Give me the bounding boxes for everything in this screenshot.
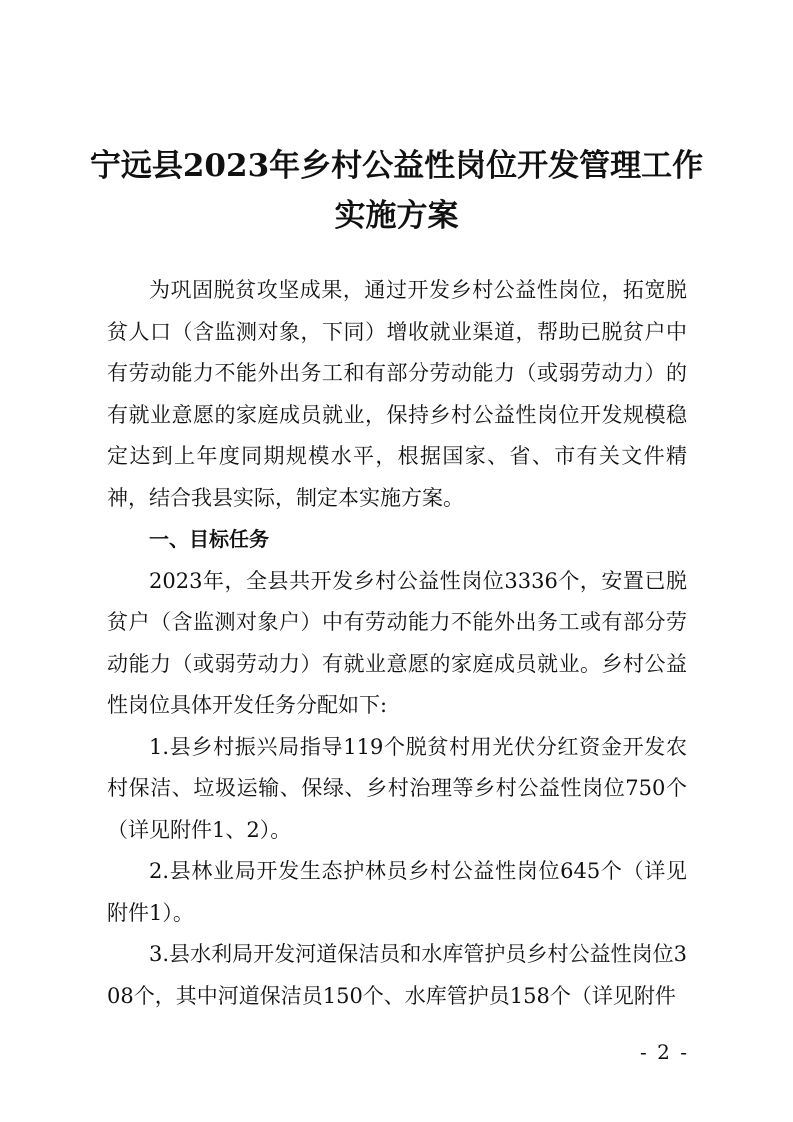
- task-item-3: 3.县水利局开发河道保洁员和水库管护员乡村公益性岗位308个，其中河道保洁员150个、水库管护员158个（详见附件: [107, 942, 687, 1008]
- document-body: [107, 270, 687, 1017]
- document-title-line-2: 实施方案: [334, 198, 459, 234]
- document-title-line-1: 宁远县2023年乡村公益性岗位开发管理工作: [89, 148, 704, 184]
- task-item-2: 2.县林业局开发生态护林员乡村公益性岗位645个（详见附件1）。: [107, 859, 687, 925]
- goals-paragraph: 2023年，全县共开发乡村公益性岗位3336个，安置已脱贫户（含监测对象户）中有劳动能力不能外出务工或有部分劳动能力（或弱劳动力）有就业意愿的家庭成员就业。乡村公益性岗位具体开发任务分配如下:: [107, 568, 687, 717]
- task-item-1: 1.县乡村振兴局指导119个脱贫村用光伏分红资金开发农村保洁、垃圾运输、保绿、乡村治理等乡村公益性岗位750个（详见附件1、2）。: [107, 734, 687, 842]
- intro-paragraph: 为巩固脱贫攻坚成果，通过开发乡村公益性岗位，拓宽脱贫人口（含监测对象，下同）增收就业渠道，帮助已脱贫户中有劳动能力不能外出务工和有部分劳动能力（或弱劳动力）的有就业意愿的家庭成员就业，保持乡村公益性岗位开发规模稳定达到上年度同期规模水平，根据国家、省、市有关文件精神，结合我县实际，制定本实施方案。: [107, 278, 687, 510]
- section-heading-goals: 一、目标任务: [149, 527, 269, 551]
- page-number: - 2 -: [640, 1040, 689, 1064]
